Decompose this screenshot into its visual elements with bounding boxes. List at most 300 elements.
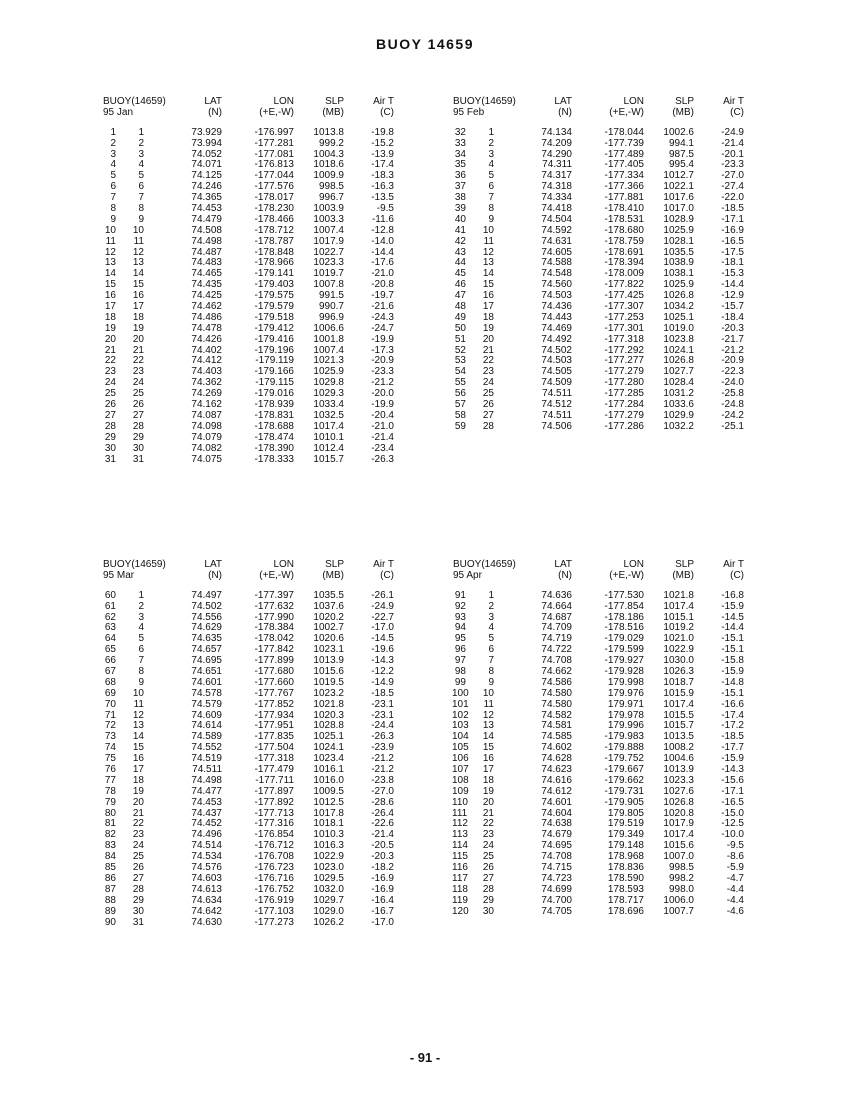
lon-header: LON bbox=[623, 96, 644, 107]
slp-value: 994.1 bbox=[668, 137, 694, 149]
lat-value: 74.075 bbox=[191, 453, 222, 465]
lon-value: -177.273 bbox=[254, 916, 294, 928]
record-number: 20 bbox=[104, 333, 116, 345]
table-row bbox=[102, 798, 402, 809]
day-of-month: 30 bbox=[482, 905, 494, 917]
table-row bbox=[102, 367, 402, 378]
table-row bbox=[452, 313, 752, 324]
lat-value: 74.465 bbox=[191, 268, 222, 280]
table-row bbox=[102, 411, 402, 422]
lat-unit: (N) bbox=[208, 569, 222, 581]
header-spacer bbox=[102, 119, 402, 128]
record-number: 79 bbox=[104, 796, 116, 808]
air-temp-value: -21.4 bbox=[721, 137, 744, 149]
slp-value: 1012.5 bbox=[313, 796, 344, 808]
table-row bbox=[452, 602, 752, 613]
lon-value: 179.996 bbox=[607, 720, 644, 732]
lon-value: -178.691 bbox=[604, 246, 644, 258]
slp-value: 1017.4 bbox=[313, 420, 344, 432]
table-row bbox=[102, 623, 402, 634]
slp-value: 1022.9 bbox=[313, 851, 344, 863]
slp-value: 1022.7 bbox=[313, 246, 344, 258]
record-number: 7 bbox=[110, 192, 116, 204]
record-number: 91 bbox=[454, 589, 466, 601]
air-temp-value: -27.0 bbox=[371, 785, 394, 797]
table-row bbox=[452, 226, 752, 237]
lat-value: 74.436 bbox=[541, 301, 572, 313]
lon-value: -177.292 bbox=[604, 344, 644, 356]
lon-value: -178.466 bbox=[254, 213, 294, 225]
table-row bbox=[452, 128, 752, 139]
lon-value: -177.530 bbox=[604, 589, 644, 601]
air-temp-value: -17.4 bbox=[721, 709, 744, 721]
day-of-month: 14 bbox=[482, 268, 494, 280]
record-number: 39 bbox=[454, 203, 466, 215]
lat-value: 74.492 bbox=[541, 333, 572, 345]
day-of-month: 17 bbox=[482, 301, 494, 313]
air-temp-value: -28.6 bbox=[371, 796, 394, 808]
lat-value: 74.612 bbox=[541, 785, 572, 797]
slp-value: 1006.6 bbox=[313, 322, 344, 334]
table-row bbox=[452, 798, 752, 809]
day-of-month: 30 bbox=[132, 442, 144, 454]
record-number: 2 bbox=[110, 137, 116, 149]
air-temp-value: -24.4 bbox=[371, 720, 394, 732]
slp-value: 1026.8 bbox=[663, 290, 694, 302]
air-temp-value: -14.5 bbox=[721, 611, 744, 623]
day-of-month: 8 bbox=[488, 666, 494, 678]
air-temp-value: -21.2 bbox=[721, 344, 744, 356]
page-number: - 91 - bbox=[409, 1050, 441, 1065]
lon-value: -178.680 bbox=[604, 224, 644, 236]
slp-value: 991.5 bbox=[318, 290, 344, 302]
lon-value: -177.425 bbox=[604, 290, 644, 302]
lat-value: 74.403 bbox=[191, 366, 222, 378]
slp-value: 1023.3 bbox=[313, 257, 344, 269]
table-row bbox=[102, 324, 402, 335]
slp-value: 1026.8 bbox=[663, 796, 694, 808]
day-of-month: 15 bbox=[132, 279, 144, 291]
record-number: 47 bbox=[454, 290, 466, 302]
air-temp-value: -16.9 bbox=[371, 883, 394, 895]
table-row bbox=[452, 411, 752, 422]
lon-value: -179.662 bbox=[604, 774, 644, 786]
slp-value: 1029.0 bbox=[313, 905, 344, 917]
table-row bbox=[452, 422, 752, 433]
table-row bbox=[102, 150, 402, 161]
lat-value: 74.592 bbox=[541, 224, 572, 236]
slp-value: 1004.6 bbox=[663, 753, 694, 765]
slp-header: SLP bbox=[675, 559, 694, 570]
day-of-month: 11 bbox=[133, 235, 144, 247]
lon-value: -177.660 bbox=[254, 676, 294, 688]
air-temp-value: -27.0 bbox=[721, 170, 744, 182]
table-row bbox=[102, 204, 402, 215]
record-number: 28 bbox=[104, 420, 116, 432]
day-of-month: 9 bbox=[488, 676, 494, 688]
slp-value: 1002.6 bbox=[663, 126, 694, 138]
table-row bbox=[102, 182, 402, 193]
table-row bbox=[452, 378, 752, 389]
lon-value: -177.951 bbox=[254, 720, 294, 732]
column-unit-row bbox=[452, 571, 752, 582]
slp-value: 1007.7 bbox=[663, 905, 694, 917]
slp-value: 1025.9 bbox=[663, 279, 694, 291]
slp-value: 1035.5 bbox=[663, 246, 694, 258]
lat-value: 74.511 bbox=[192, 764, 222, 776]
day-of-month: 1 bbox=[138, 589, 144, 601]
day-of-month: 21 bbox=[132, 807, 144, 819]
record-number: 37 bbox=[454, 181, 466, 193]
table-row bbox=[102, 776, 402, 787]
record-number: 115 bbox=[452, 851, 468, 863]
lon-value: 178.593 bbox=[607, 883, 644, 895]
slp-value: 1021.8 bbox=[313, 698, 344, 710]
day-of-month: 7 bbox=[488, 192, 494, 204]
lon-value: 179.148 bbox=[607, 840, 644, 852]
slp-unit: (MB) bbox=[672, 106, 694, 118]
day-of-month: 20 bbox=[132, 796, 144, 808]
day-of-month: 12 bbox=[132, 709, 144, 721]
air-temp-value: -14.4 bbox=[721, 279, 744, 291]
table-row bbox=[452, 907, 752, 918]
lat-value: 74.601 bbox=[541, 796, 572, 808]
air-temp-value: -25.1 bbox=[721, 420, 744, 432]
table-row bbox=[102, 667, 402, 678]
table-row bbox=[102, 291, 402, 302]
air-temp-value: -4.6 bbox=[726, 905, 744, 917]
day-of-month: 19 bbox=[482, 322, 494, 334]
slp-value: 1017.0 bbox=[663, 203, 694, 215]
record-number: 61 bbox=[104, 600, 116, 612]
lat-value: 74.453 bbox=[191, 203, 222, 215]
lat-value: 73.994 bbox=[191, 137, 222, 149]
record-number: 24 bbox=[104, 377, 116, 389]
table-mar bbox=[102, 560, 402, 928]
record-number: 119 bbox=[452, 894, 468, 906]
record-number: 16 bbox=[104, 290, 116, 302]
air-temp-value: -17.7 bbox=[721, 742, 744, 754]
table-row bbox=[452, 150, 752, 161]
slp-value: 1020.2 bbox=[313, 611, 344, 623]
air-temp-value: -14.3 bbox=[371, 655, 394, 667]
day-of-month: 14 bbox=[132, 731, 144, 743]
day-of-month: 24 bbox=[132, 840, 144, 852]
record-number: 75 bbox=[104, 753, 116, 765]
air-temp-value: -11.6 bbox=[371, 213, 394, 225]
day-of-month: 7 bbox=[488, 655, 494, 667]
slp-header: SLP bbox=[325, 96, 344, 107]
table-row bbox=[102, 215, 402, 226]
record-number: 35 bbox=[454, 159, 466, 171]
buoy-label: BUOY(14659) bbox=[453, 96, 516, 107]
air-temp-value: -21.7 bbox=[721, 333, 744, 345]
lat-value: 74.695 bbox=[191, 655, 222, 667]
record-number: 38 bbox=[454, 192, 466, 204]
day-of-month: 23 bbox=[482, 366, 494, 378]
air-temp-header: Air T bbox=[723, 96, 744, 107]
day-of-month: 2 bbox=[138, 137, 144, 149]
table-row bbox=[102, 160, 402, 171]
slp-value: 1017.9 bbox=[313, 235, 344, 247]
slp-value: 1017.4 bbox=[663, 600, 694, 612]
air-temp-value: -21.4 bbox=[371, 829, 394, 841]
air-temp-value: -27.4 bbox=[721, 181, 744, 193]
air-temp-value: -17.0 bbox=[371, 622, 394, 634]
lat-value: 74.715 bbox=[541, 862, 572, 874]
slp-value: 1006.0 bbox=[663, 894, 694, 906]
slp-value: 1022.9 bbox=[663, 644, 694, 656]
record-number: 101 bbox=[452, 698, 469, 710]
lon-value: -177.934 bbox=[254, 709, 294, 721]
lon-value: -177.316 bbox=[254, 818, 294, 830]
column-header-row bbox=[102, 560, 402, 571]
slp-value: 1009.9 bbox=[313, 170, 344, 182]
air-temp-value: -20.0 bbox=[371, 388, 394, 400]
table-row bbox=[452, 591, 752, 602]
lat-value: 74.435 bbox=[191, 279, 222, 291]
table-row bbox=[102, 765, 402, 776]
day-of-month: 22 bbox=[132, 355, 144, 367]
day-of-month: 5 bbox=[488, 633, 494, 645]
slp-value: 998.0 bbox=[668, 883, 694, 895]
air-temp-unit: (C) bbox=[380, 569, 394, 581]
lat-value: 74.705 bbox=[541, 905, 572, 917]
day-of-month: 23 bbox=[482, 829, 494, 841]
day-of-month: 8 bbox=[138, 666, 144, 678]
table-row bbox=[102, 335, 402, 346]
air-temp-value: -18.5 bbox=[721, 731, 744, 743]
slp-value: 1007.0 bbox=[663, 851, 694, 863]
air-temp-value: -23.1 bbox=[371, 698, 394, 710]
column-unit-row bbox=[452, 108, 752, 119]
air-temp-header: Air T bbox=[373, 559, 394, 570]
record-number: 69 bbox=[104, 687, 116, 699]
table-row bbox=[102, 700, 402, 711]
slp-value: 1033.4 bbox=[313, 399, 344, 411]
day-of-month: 30 bbox=[132, 905, 144, 917]
day-of-month: 9 bbox=[488, 213, 494, 225]
day-of-month: 10 bbox=[482, 224, 494, 236]
record-number: 12 bbox=[104, 246, 116, 258]
air-temp-value: -15.3 bbox=[721, 268, 744, 280]
lon-value: -176.997 bbox=[254, 126, 294, 138]
table-row bbox=[452, 711, 752, 722]
table-row bbox=[452, 896, 752, 907]
lon-value: -179.927 bbox=[604, 655, 644, 667]
lat-value: 74.580 bbox=[541, 687, 572, 699]
air-temp-value: -16.3 bbox=[371, 181, 394, 193]
air-temp-value: -17.4 bbox=[371, 159, 394, 171]
record-number: 81 bbox=[104, 818, 116, 830]
air-temp-value: -17.6 bbox=[371, 257, 394, 269]
slp-value: 1028.8 bbox=[313, 720, 344, 732]
lon-value: -178.017 bbox=[254, 192, 294, 204]
record-number: 68 bbox=[104, 676, 116, 688]
day-of-month: 13 bbox=[482, 720, 494, 732]
day-of-month: 31 bbox=[132, 916, 144, 928]
day-of-month: 23 bbox=[132, 829, 144, 841]
table-row bbox=[452, 678, 752, 689]
record-number: 83 bbox=[104, 840, 116, 852]
lon-value: -176.854 bbox=[254, 829, 294, 841]
table-row bbox=[102, 302, 402, 313]
record-number: 52 bbox=[454, 344, 466, 356]
air-temp-value: -16.5 bbox=[721, 235, 744, 247]
day-of-month: 11 bbox=[483, 698, 494, 710]
record-number: 9 bbox=[110, 213, 116, 225]
header-spacer bbox=[452, 119, 752, 128]
lat-header: LAT bbox=[554, 96, 572, 107]
day-of-month: 21 bbox=[132, 344, 144, 356]
air-temp-value: -13.5 bbox=[371, 192, 394, 204]
buoy-label: BUOY(14659) bbox=[453, 559, 516, 570]
lat-value: 74.602 bbox=[541, 742, 572, 754]
record-number: 11 bbox=[105, 235, 116, 247]
record-number: 62 bbox=[104, 611, 116, 623]
lon-value: 178.836 bbox=[607, 862, 644, 874]
lon-value: -177.405 bbox=[604, 159, 644, 171]
day-of-month: 4 bbox=[138, 622, 144, 634]
record-number: 67 bbox=[104, 666, 116, 678]
slp-value: 1007.4 bbox=[313, 224, 344, 236]
lat-value: 74.629 bbox=[191, 622, 222, 634]
record-number: 53 bbox=[454, 355, 466, 367]
air-temp-value: -23.8 bbox=[371, 774, 394, 786]
air-temp-value: -18.1 bbox=[721, 257, 744, 269]
slp-value: 1018.7 bbox=[663, 676, 694, 688]
lat-value: 74.634 bbox=[191, 894, 222, 906]
record-number: 25 bbox=[104, 388, 116, 400]
day-of-month: 12 bbox=[132, 246, 144, 258]
lat-value: 74.511 bbox=[542, 388, 572, 400]
lat-value: 74.548 bbox=[541, 268, 572, 280]
day-of-month: 12 bbox=[482, 246, 494, 258]
table-row bbox=[102, 378, 402, 389]
slp-value: 1001.8 bbox=[313, 333, 344, 345]
lat-value: 74.662 bbox=[541, 666, 572, 678]
record-number: 22 bbox=[104, 355, 116, 367]
lat-value: 74.098 bbox=[191, 420, 222, 432]
slp-value: 1016.1 bbox=[313, 764, 344, 776]
record-number: 106 bbox=[452, 753, 469, 765]
lat-value: 74.311 bbox=[542, 159, 572, 171]
record-number: 99 bbox=[454, 676, 466, 688]
slp-value: 1013.5 bbox=[663, 731, 694, 743]
record-number: 93 bbox=[454, 611, 466, 623]
air-temp-value: -15.7 bbox=[721, 301, 744, 313]
record-number: 108 bbox=[452, 774, 469, 786]
lat-value: 74.642 bbox=[191, 905, 222, 917]
day-of-month: 19 bbox=[132, 785, 144, 797]
lat-value: 74.486 bbox=[191, 311, 222, 323]
air-temp-value: -17.1 bbox=[721, 785, 744, 797]
table-apr bbox=[452, 560, 752, 918]
lat-value: 74.483 bbox=[191, 257, 222, 269]
lat-value: 74.362 bbox=[191, 377, 222, 389]
air-temp-value: -19.6 bbox=[371, 644, 394, 656]
lat-value: 74.469 bbox=[541, 322, 572, 334]
air-temp-value: -25.8 bbox=[721, 388, 744, 400]
slp-value: 1016.0 bbox=[313, 774, 344, 786]
table-row bbox=[452, 400, 752, 411]
air-temp-value: -17.2 bbox=[721, 720, 744, 732]
air-temp-value: -5.9 bbox=[726, 862, 744, 874]
slp-value: 1013.8 bbox=[313, 126, 344, 138]
day-of-month: 20 bbox=[132, 333, 144, 345]
record-number: 55 bbox=[454, 377, 466, 389]
table-row bbox=[102, 280, 402, 291]
lon-value: -177.854 bbox=[604, 600, 644, 612]
slp-value: 1025.1 bbox=[313, 731, 344, 743]
lat-value: 74.162 bbox=[191, 399, 222, 411]
table-row bbox=[452, 248, 752, 259]
slp-unit: (MB) bbox=[322, 569, 344, 581]
day-of-month: 24 bbox=[482, 377, 494, 389]
table-row bbox=[102, 455, 402, 466]
day-of-month: 29 bbox=[482, 894, 494, 906]
air-temp-value: -22.0 bbox=[721, 192, 744, 204]
lon-value: -177.307 bbox=[604, 301, 644, 313]
table-row bbox=[102, 422, 402, 433]
air-temp-value: -22.6 bbox=[371, 818, 394, 830]
lat-value: 74.699 bbox=[541, 883, 572, 895]
lon-value: -177.044 bbox=[254, 170, 294, 182]
table-row bbox=[452, 367, 752, 378]
day-of-month: 25 bbox=[132, 851, 144, 863]
lon-value: -178.009 bbox=[604, 268, 644, 280]
record-number: 112 bbox=[452, 818, 468, 830]
lon-value: -179.166 bbox=[254, 366, 294, 378]
lat-value: 74.578 bbox=[191, 687, 222, 699]
table-row bbox=[452, 809, 752, 820]
lon-value: -177.281 bbox=[254, 137, 294, 149]
record-number: 88 bbox=[104, 894, 116, 906]
table-row bbox=[452, 171, 752, 182]
lon-header: LON bbox=[273, 96, 294, 107]
day-of-month: 25 bbox=[132, 388, 144, 400]
record-number: 120 bbox=[452, 905, 469, 917]
slp-value: 1026.3 bbox=[663, 666, 694, 678]
table-row bbox=[452, 863, 752, 874]
lon-value: -177.301 bbox=[604, 322, 644, 334]
table-row bbox=[102, 591, 402, 602]
lat-value: 74.719 bbox=[541, 633, 572, 645]
lon-value: -178.384 bbox=[254, 622, 294, 634]
slp-value: 1015.1 bbox=[663, 611, 694, 623]
record-number: 36 bbox=[454, 170, 466, 182]
slp-value: 1030.0 bbox=[663, 655, 694, 667]
air-temp-value: -4.7 bbox=[726, 872, 744, 884]
table-row bbox=[452, 689, 752, 700]
slp-value: 1023.4 bbox=[313, 753, 344, 765]
lon-value: -177.767 bbox=[254, 687, 294, 699]
lat-value: 74.609 bbox=[191, 709, 222, 721]
table-row bbox=[102, 634, 402, 645]
record-number: 97 bbox=[454, 655, 466, 667]
lon-value: -177.504 bbox=[254, 742, 294, 754]
slp-value: 1029.9 bbox=[663, 409, 694, 421]
record-number: 107 bbox=[452, 764, 469, 776]
day-of-month: 1 bbox=[138, 126, 144, 138]
record-number: 113 bbox=[452, 829, 468, 841]
day-of-month: 28 bbox=[132, 420, 144, 432]
record-number: 86 bbox=[104, 872, 116, 884]
slp-value: 1012.4 bbox=[313, 442, 344, 454]
lon-value: -179.905 bbox=[604, 796, 644, 808]
day-of-month: 21 bbox=[482, 344, 494, 356]
lon-unit: (+E,-W) bbox=[609, 569, 644, 581]
